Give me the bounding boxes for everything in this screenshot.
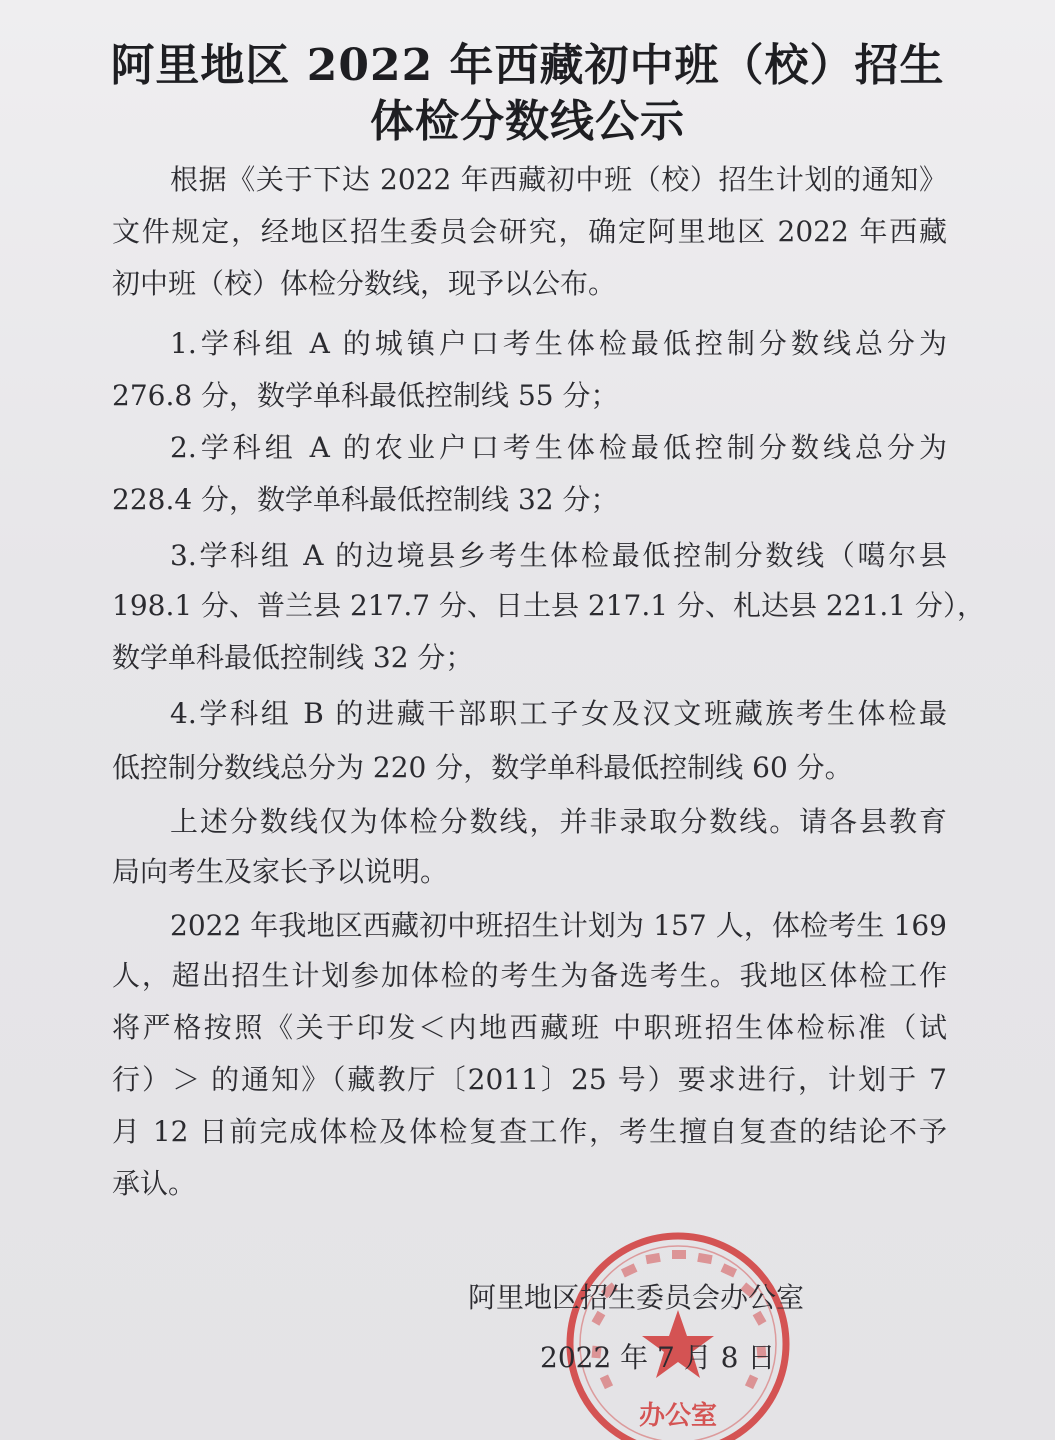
plan-line-5: 月 12 日前完成体检及体检复查工作，考生擅自复查的结论不予 xyxy=(112,1115,947,1148)
item-4-line-1: 4.学科组 B 的进藏干部职工子女及汉文班藏族考生体检最 xyxy=(170,697,947,730)
item-1-line-2: 276.8 分，数学单科最低控制线 55 分； xyxy=(112,379,619,412)
document-title-line-2: 体检分数线公示 xyxy=(370,96,685,147)
body-line-2: 文件规定，经地区招生委员会研究，确定阿里地区 2022 年西藏 xyxy=(112,215,947,248)
plan-line-1: 2022 年我地区西藏初中班招生计划为 157 人，体检考生 169 xyxy=(170,909,947,942)
plan-line-2: 人，超出招生计划参加体检的考生为备选考生。我地区体检工作 xyxy=(112,959,947,992)
item-2-line-1: 2.学科组 A 的农业户口考生体检最低控制分数线总分为 xyxy=(170,431,947,464)
plan-line-4: 行）＞ 的通知》（藏教厅〔2011〕25 号）要求进行，计划于 7 xyxy=(112,1063,947,1096)
official-seal xyxy=(562,1228,794,1440)
body-line-1: 根据《关于下达 2022 年西藏初中班（校）招生计划的通知》 xyxy=(170,163,947,196)
document-title-line-1: 阿里地区 2022 年西藏初中班（校）招生 xyxy=(110,40,945,91)
item-3-line-1: 3.学科组 A 的边境县乡考生体检最低控制分数线（噶尔县 xyxy=(170,539,947,572)
seal-bottom-text: 办公室 xyxy=(638,1401,718,1431)
item-1-line-1: 1.学科组 A 的城镇户口考生体检最低控制分数线总分为 xyxy=(170,327,947,360)
item-3-line-2: 198.1 分、普兰县 217.7 分、日土县 217.1 分、札达县 221.1 分）， xyxy=(112,589,985,622)
item-2-line-2: 228.4 分，数学单科最低控制线 32 分； xyxy=(112,483,619,516)
plan-line-6: 承认。 xyxy=(112,1167,197,1200)
note-line-1: 上述分数线仅为体检分数线，并非录取分数线。请各县教育 xyxy=(170,805,947,838)
plan-line-3: 将严格按照《关于印发＜内地西藏班 中职班招生体检标准（试 xyxy=(112,1011,947,1044)
note-line-2: 局向考生及家长予以说明。 xyxy=(112,855,449,888)
signature-office: 阿里地区招生委员会办公室 xyxy=(468,1281,805,1314)
item-3-line-3: 数学单科最低控制线 32 分； xyxy=(112,641,474,674)
item-4-line-2: 低控制分数线总分为 220 分，数学单科最低控制线 60 分。 xyxy=(112,751,853,784)
signature-date: 2022 年 7 月 8 日 xyxy=(540,1341,776,1374)
body-line-3: 初中班（校）体检分数线，现予以公布。 xyxy=(112,267,617,300)
